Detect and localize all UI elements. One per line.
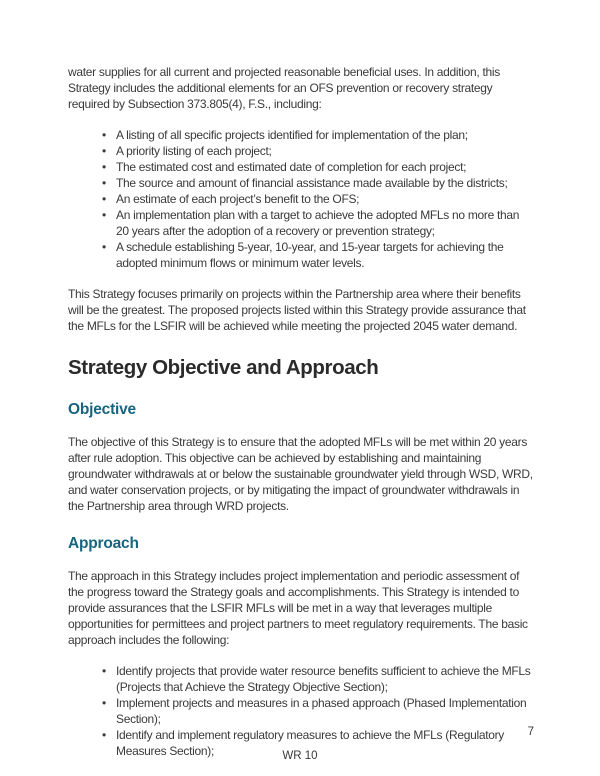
paragraph-focus: This Strategy focuses primarily on projects within the Partnership area where their benefits will be the greatest. The proposed projects listed within this Strategy provide assurance that the MFLs for the LSFIR will be achieved while meeting the projected 2045 water demand. (68, 287, 526, 333)
list-item: • A priority listing of each project; (102, 143, 534, 159)
paragraph-intro: water supplies for all current and projected reasonable beneficial uses. In addition, this Strategy includes the additional elements for an OFS prevention or recovery strategy required by Subsection 373.805(4), F.S., including: (68, 65, 500, 111)
approach-heading: Approach (68, 535, 139, 552)
list-item: • The estimated cost and estimated date of completion for each project; (102, 159, 534, 175)
doc-code: WR 10 (282, 750, 318, 762)
section-heading: Strategy Objective and Approach (68, 356, 379, 379)
list-item: • Implement projects and measures in a phased approach (Phased Implementation Section); (102, 695, 534, 727)
list-item: • An implementation plan with a target to achieve the adopted MFLs no more than 20 years after the adoption of a recovery or prevention strategy; (102, 207, 534, 239)
ofs-elements-list (68, 127, 534, 271)
paragraph-objective: The objective of this Strategy is to ensure that the adopted MFLs will be met within 20 years after rule adoption. This objective can be achieved by establishing and maintaining groundwater withdrawals at or below the sustainable groundwater yield through WSD, WRD, and water conservation projects, or by mitigating the impact of groundwater withdrawals in the Partnership area through WRD projects. (68, 435, 533, 513)
paragraph-approach: The approach in this Strategy includes project implementation and periodic assessment of the progress toward the Strategy goals and accomplishments. This Strategy is intended to provide assurances that the LSFIR MFLs will be met in a way that leverages multiple opportunities for permittees and project partners to meet regulatory requirements. The basic approach includes the following: (68, 569, 528, 647)
objective-heading: Objective (68, 401, 136, 418)
list-item: • The source and amount of financial assistance made available by the districts; (102, 175, 534, 191)
list-item: • Identify and implement regulatory measures to achieve the MFLs (Regulatory Measures Section); (102, 727, 534, 759)
list-item: • A schedule establishing 5-year, 10-year, and 15-year targets for achieving the adopted minimum flows or minimum water levels. (102, 239, 534, 271)
approach-steps-list (68, 663, 534, 759)
page-number: 7 (527, 726, 534, 738)
list-item: • An estimate of each project’s benefit to the OFS; (102, 191, 534, 207)
list-item: • A listing of all specific projects identified for implementation of the plan; (102, 127, 534, 143)
list-item: • Identify projects that provide water resource benefits sufficient to achieve the MFLs (Projects that Achieve the Strategy Objective Section); (102, 663, 534, 695)
